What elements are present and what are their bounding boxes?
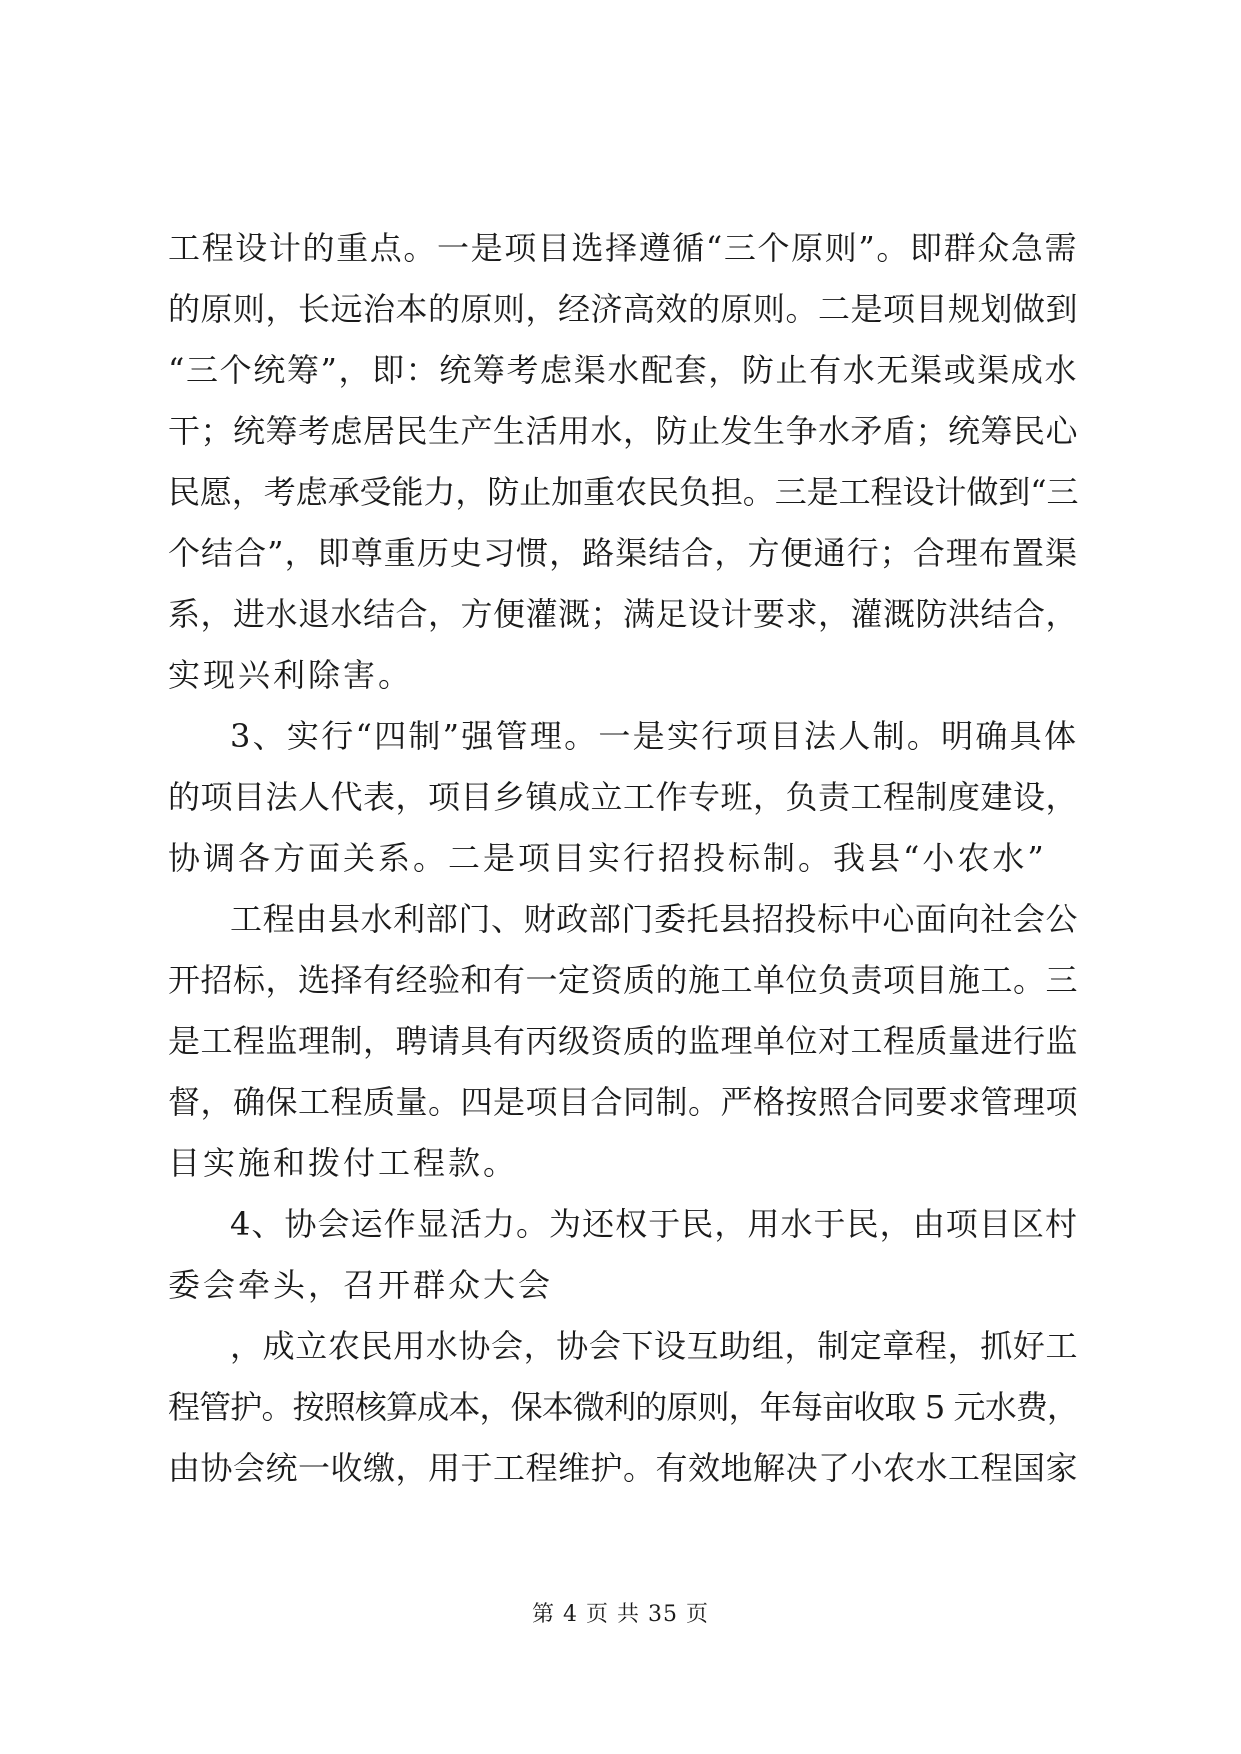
text-line: 干；统筹考虑居民生产生活用水，防止发生争水矛盾；统筹民心 <box>168 412 1079 450</box>
page-number-footer: 第 4 页 共 35 页 <box>532 1602 709 1627</box>
text-line: 实现兴利除害。 <box>168 656 414 694</box>
text-line: “三个统筹”，即：统筹考虑渠水配套，防止有水无渠或渠成水 <box>168 351 1078 389</box>
text-line: 程管护。按照核算成本，保本微利的原则，年每亩收取 5 元水费， <box>168 1388 1078 1426</box>
text-line: 是工程监理制，聘请具有丙级资质的监理单位对工程质量进行监 <box>168 1022 1079 1060</box>
text-line: 委会牵头，召开群众大会 <box>168 1266 554 1304</box>
text-line: 协调各方面关系。二是项目实行招投标制。我县“小农水” <box>168 839 1047 877</box>
text-line: 个结合”，即尊重历史习惯，路渠结合，方便通行；合理布置渠 <box>168 534 1078 572</box>
text-line: 的项目法人代表，项目乡镇成立工作专班，负责工程制度建设， <box>168 778 1079 816</box>
text-line: 目实施和拨付工程款。 <box>168 1144 519 1182</box>
text-line: 工程设计的重点。一是项目选择遵循“三个原则”。即群众急需 <box>168 229 1078 267</box>
text-line: 系，进水退水结合，方便灌溉；满足设计要求，灌溉防洪结合， <box>168 595 1079 633</box>
text-line: 民愿，考虑承受能力，防止加重农民负担。三是工程设计做到“三 <box>168 473 1078 511</box>
text-line: 3、实行“四制”强管理。一是实行项目法人制。明确具体 <box>230 717 1078 755</box>
text-line: 4、协会运作显活力。为还权于民，用水于民，由项目区村 <box>230 1205 1078 1243</box>
text-line: 工程由县水利部门、财政部门委托县招投标中心面向社会公 <box>230 900 1078 938</box>
text-line: 的原则，长远治本的原则，经济高效的原则。二是项目规划做到 <box>168 290 1079 328</box>
text-line: 由协会统一收缴，用于工程维护。有效地解决了小农水工程国家 <box>168 1449 1079 1487</box>
text-line: ，成立农民用水协会，协会下设互助组，制定章程，抓好工 <box>230 1327 1078 1365</box>
text-line: 督，确保工程质量。四是项目合同制。严格按照合同要求管理项 <box>168 1083 1079 1121</box>
text-line: 开招标，选择有经验和有一定资质的施工单位负责项目施工。三 <box>168 961 1079 999</box>
